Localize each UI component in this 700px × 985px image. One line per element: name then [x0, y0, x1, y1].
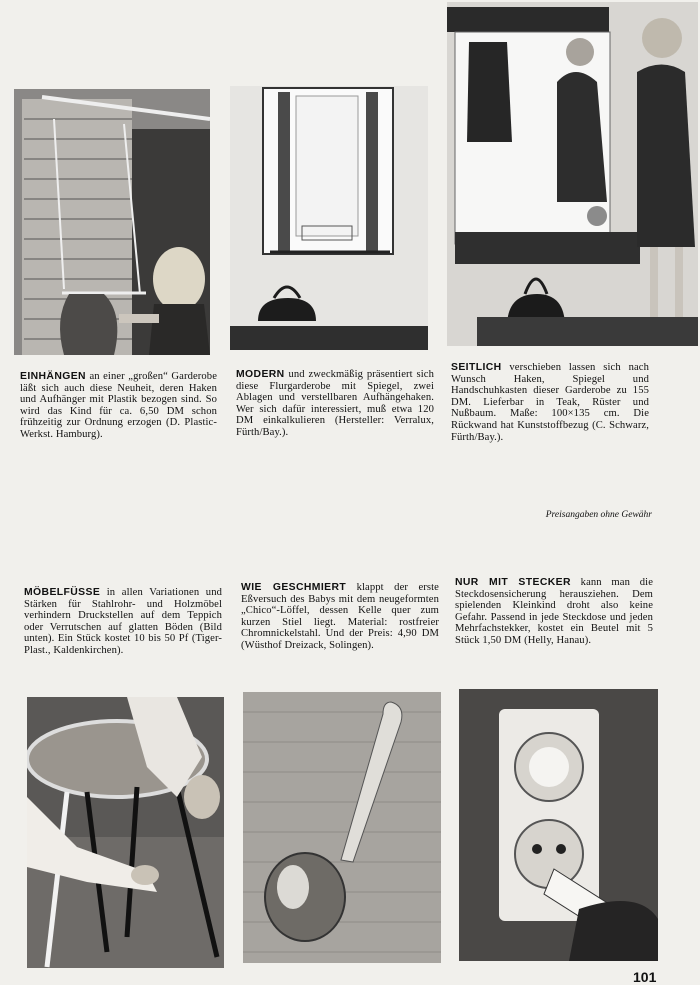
- caption-wie-geschmiert: WIE GESCHMIERT klappt der erste Eßversuch des Babys mit dem neugeformten „Chico“-Löffel, dessen Kelle quer zum kurzen Stiel liegt. Material: rostfreier Chromnickelstahl. Und der Preis: 4,90 DM (Wüsthof Dreizack, Solingen).: [241, 582, 439, 651]
- caption-moebelfuesse: MÖBELFÜSSE in allen Variationen und Stärken für Stahlrohr- und Holzmöbel verhindern Druckstellen auf dem Teppich oder Verrutschen auf glatten Böden (Bild unten). Ein Stück kostet 10 bis 50 Pf (Tiger-Plast., Kaldenkirchen).: [24, 587, 222, 656]
- caption-einhaengen: EINHÄNGEN an einer „großen“ Garderobe läßt sich auch diese Neuheit, deren Haken und Aufhänger mit Plastik bezogen sind. So wird das Kind für ca. 6,50 DM schon frühzeitig zur Ordnung erzogen (D. Plastic-Werkst. Hamburg).: [20, 371, 217, 440]
- photo-socket-safety-plug: [459, 689, 658, 961]
- photo-mirror-wardrobe: [230, 86, 428, 350]
- photo-sliding-wardrobe: [447, 2, 698, 346]
- page-number: 101: [633, 969, 657, 985]
- price-note: Preisangaben ohne Gewähr: [545, 510, 652, 520]
- photo-child-coat-hanger: [14, 89, 210, 355]
- photo-chair-feet: [27, 697, 224, 968]
- caption-modern: MODERN und zweckmäßig präsentiert sich diese Flurgarderobe mit Spiegel, zwei Ablagen und verstellbaren Aufhängehaken. Wer sich dafür interessiert, muß etwa 120 DM einkalkulieren (Hersteller: Verralux, Fürth/Bay.).: [236, 369, 434, 438]
- caption-nur-mit-stecker: NUR MIT STECKER kann man die Steckdosensicherung herausziehen. Dem spielenden Kleinkind droht also keine Gefahr. Passend in jede Steckdose und jeden Mehrfachstekker, kostet ein Beutel mit 5 Stück 1,50 DM (Helly, Hanau).: [455, 577, 653, 646]
- photo-chico-spoon: [243, 692, 441, 963]
- caption-seitlich: SEITLICH verschieben lassen sich nach Wunsch Haken, Spiegel und Handschuhkasten dieser Garderobe zu 155 DM. Lieferbar in Teak, Rüster und Nußbaum. Maße: 100×135 cm. Die Rückwand hat Kunststoffbezug (C. Schwarz, Fürth/Bay.).: [451, 362, 649, 443]
